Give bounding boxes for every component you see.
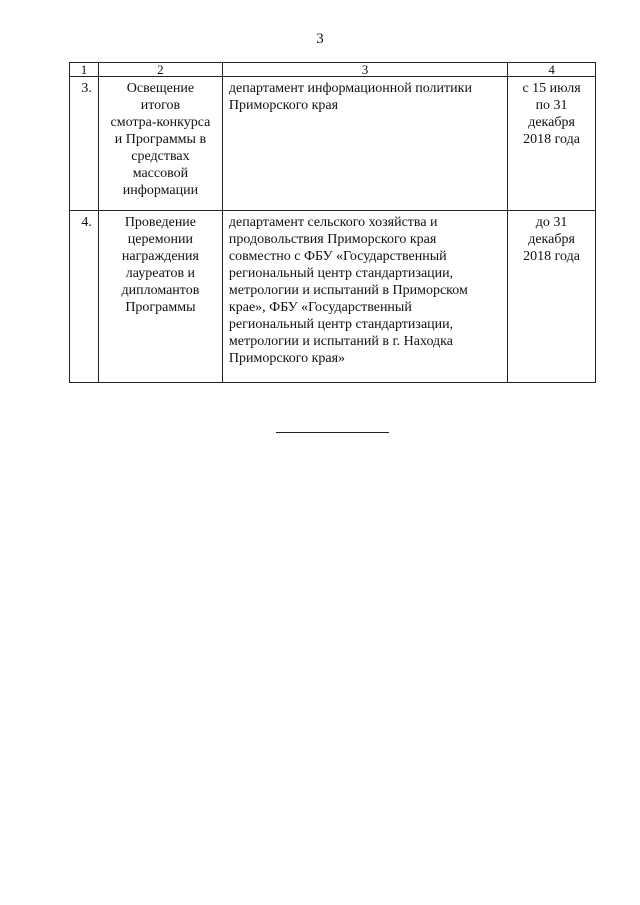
executor-text: департамент информационной политики Приморского края <box>228 81 472 113</box>
schedule-table <box>69 62 596 383</box>
event-cell <box>98 211 222 383</box>
event-text: Освещение итогов смотра-конкурса и Программы в средствах массовой информации <box>110 81 211 198</box>
row-number: 4. <box>70 211 99 383</box>
event-cell <box>98 77 222 211</box>
executor-cell <box>222 77 507 211</box>
column-header: 1 <box>70 63 99 77</box>
page-number: 3 <box>316 31 324 47</box>
term-text: до 31 декабря 2018 года <box>523 215 580 264</box>
column-number-row <box>70 63 596 77</box>
column-header: 4 <box>508 63 596 77</box>
term-cell <box>508 211 596 383</box>
event-text: Проведение церемонии награждения лауреатов и дипломантов Программы <box>121 215 200 315</box>
table-row <box>70 211 596 383</box>
term-cell <box>508 77 596 211</box>
column-header: 3 <box>222 63 507 77</box>
row-number: 3. <box>70 77 99 211</box>
table-row <box>70 77 596 211</box>
end-of-document-rule <box>276 432 389 433</box>
column-header: 2 <box>98 63 222 77</box>
term-text: с 15 июля по 31 декабря 2018 года <box>522 81 581 147</box>
executor-text: департамент сельского хозяйства и продовольствия Приморского края совместно с ФБУ «Государственный региональный центр стандартизации, метрологии и испытаний в Приморском крае», ФБУ «Государственный региональный центр стандартизации, метрологии и испытаний в г. Находка Приморского края» <box>228 215 468 366</box>
executor-cell <box>222 211 507 383</box>
